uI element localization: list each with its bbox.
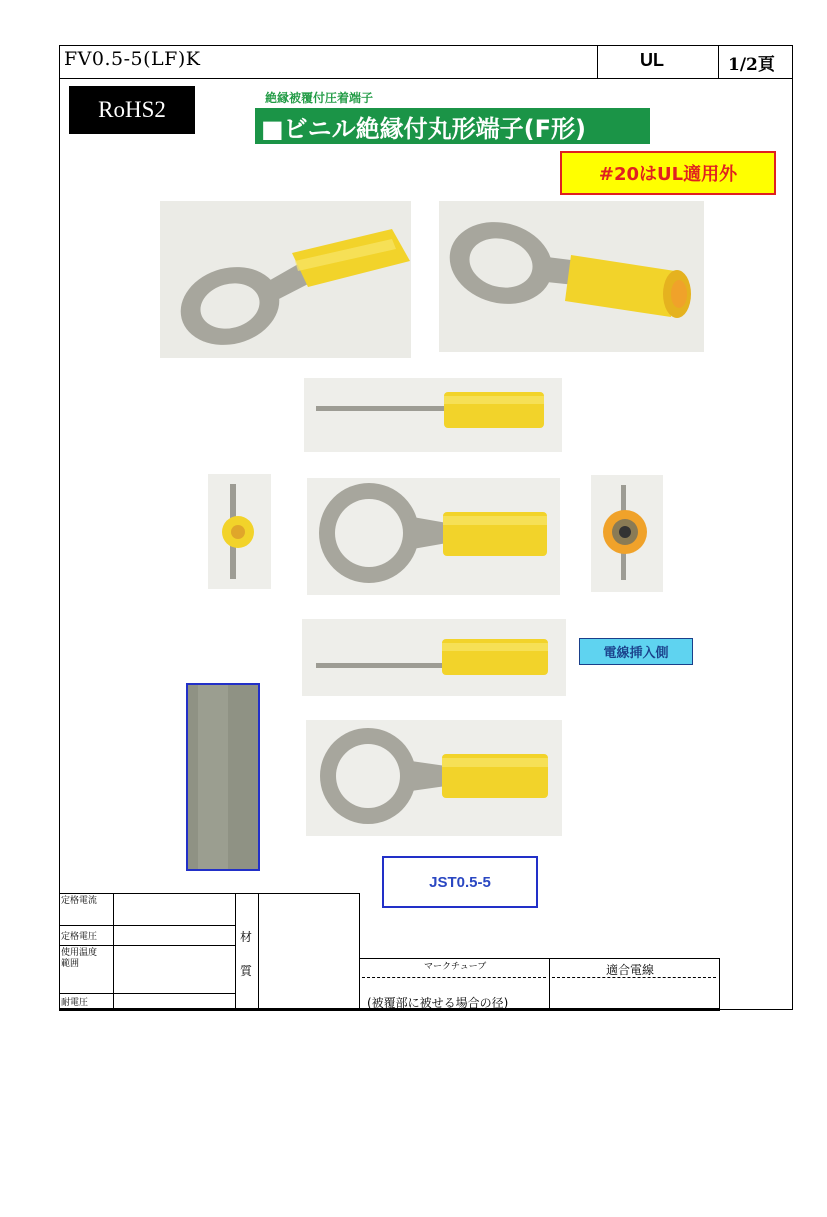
spec-table-border — [59, 993, 235, 994]
wire-insertion-side-label: 電線挿入側 — [579, 638, 693, 665]
product-title: ■ビニル絶縁付丸形端子(F形) — [255, 108, 650, 144]
standard-label: UL — [640, 50, 664, 70]
header-separator — [718, 45, 719, 78]
applicable-wire-label: 適合電線 — [606, 963, 655, 977]
terminal-photo-end-view-right — [591, 475, 663, 592]
page-number: 1/2頁 — [728, 55, 775, 75]
spec-table-border — [359, 893, 360, 1010]
material-label-2: 質 — [240, 964, 253, 978]
mark-tube-label: マークチューブ — [424, 962, 487, 972]
product-subtitle: 絶縁被覆付圧着端子 — [265, 91, 374, 105]
spec-table-border — [59, 945, 235, 946]
withstand-voltage-label: 耐電圧 — [61, 998, 89, 1008]
terminal-photo-top-view — [307, 478, 560, 595]
terminal-photo-marking-view — [306, 720, 562, 836]
wire-table-border — [719, 958, 720, 1010]
wire-table-border — [359, 958, 719, 959]
terminal-photo-side-view — [304, 378, 562, 452]
spec-table-border — [59, 893, 359, 894]
temp-range-label: 使用温度 範囲 — [61, 948, 98, 969]
material-label: 材 — [240, 930, 253, 944]
wire-table-border — [362, 977, 546, 978]
terminal-photo-perspective-1 — [160, 201, 411, 358]
terminal-photo-end-view-left — [208, 474, 271, 589]
rohs-badge: RoHS2 — [69, 86, 195, 134]
marking-label: JST0.5-5 — [382, 856, 538, 908]
header-separator — [597, 45, 598, 78]
footer-rule — [59, 1008, 720, 1011]
wire-table-border — [549, 958, 550, 1010]
rated-voltage-label: 定格電圧 — [61, 932, 98, 942]
spec-table-border — [258, 893, 259, 1010]
spec-table-border — [235, 893, 236, 1010]
ul-exclusion-note: #20はUL適用外 — [560, 151, 776, 195]
rated-current-label: 定格電流 — [61, 896, 98, 906]
model-number: FV0.5-5(LF)K — [64, 48, 201, 70]
marking-closeup-photo — [186, 683, 260, 871]
terminal-photo-perspective-2 — [439, 201, 704, 352]
header-divider — [59, 78, 793, 79]
mark-tube-note: (被覆部に被せる場合の径) — [367, 996, 509, 1010]
spec-table-border — [59, 925, 235, 926]
terminal-photo-side-view-2 — [302, 619, 566, 696]
